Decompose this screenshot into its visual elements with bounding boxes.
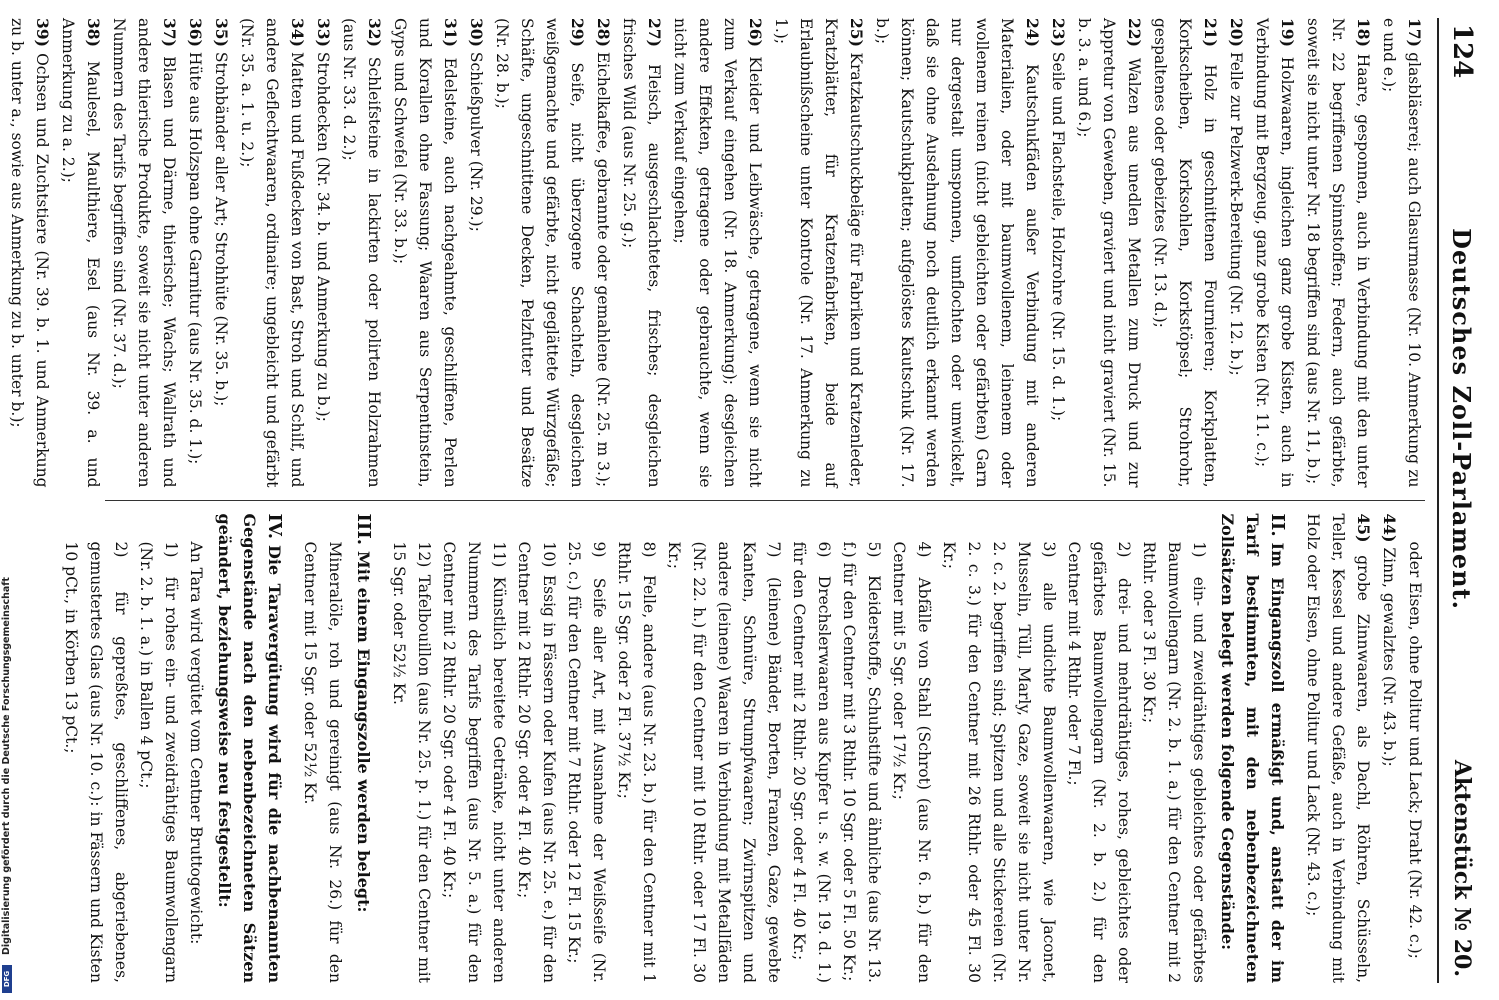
- item-number: 6): [815, 541, 833, 558]
- list-item: [1223, 18, 1249, 488]
- item-text: ein- und zweidrähtiges gebleichtes oder gefärbtes Baumwollengarn (Nr. 2. b. 1. a.) für den Centner mit 2 Rthlr. oder 3 Fl. 30 Kr.;: [1140, 541, 1208, 983]
- text-columns: [8, 18, 1427, 983]
- list-item: [208, 18, 234, 488]
- list-item: [1376, 18, 1427, 488]
- item-number: 4): [915, 541, 933, 558]
- item-number: 34): [288, 18, 307, 47]
- item-number: 8): [640, 541, 658, 558]
- item-number: 18): [1354, 18, 1373, 47]
- item-number: 22): [1125, 18, 1144, 47]
- page-title: Deutsches Zoll-Parlament.: [1447, 228, 1477, 610]
- item-number: 29): [568, 18, 587, 47]
- item-number: 1): [162, 541, 180, 558]
- item-text: Haare, gesponnen, auch in Verbindung mit den unter Nr. 22 begriffenen Spinnstoffen; Federn, auch gefärbte, soweit sie nicht unter Nr. 18 begriffen sind (aus Nr. 11, b.);: [1304, 18, 1372, 488]
- section-iii-heading: III.Mit einem Eingangszolle werden belegt:: [353, 513, 374, 913]
- item-number: 21): [1201, 18, 1220, 47]
- section-iv-items: [58, 514, 183, 984]
- rotated-page-content: [8, 18, 1485, 983]
- section-ii-items: [386, 514, 1211, 984]
- list-item: [590, 18, 616, 488]
- credit-text: Digitalisierung gefördert durch die Deutsche Forschungsgemeinschaft: [1, 577, 12, 955]
- list-item: [611, 514, 661, 984]
- item-number: 38): [84, 18, 103, 47]
- list-item: [55, 18, 106, 488]
- item-number: 2): [1115, 541, 1133, 558]
- item-number: 23): [1049, 18, 1068, 47]
- item-text: Holz in geschnittenen Fournieren; Korkplatten, Korkscheiben, Korksohlen, Korkstöpsel; Strohrohr, gespaltenes oder gebeiztes (Nr. 13. d.);: [1151, 18, 1219, 488]
- list-item: [1300, 18, 1376, 488]
- list-item: [768, 18, 869, 488]
- item-text: Abfälle von Stahl (Schrot) (aus Nr. 6. b.) für den Centner mit 5 Sgr. oder 17½ Kr.;: [890, 541, 933, 983]
- item-text: Kautschukfäden außer Verbindung mit anderen Materialien, oder mit baumwollenem, leinenem oder wollenem reinen (nicht gebleichten oder gefärbten) Garn nur dergestalt umsponnen, umflochten oder umwickelt, daß sie ohne Ausdehnung noch deutlich erkannt werden können; Kautschukplatten; aufgelöstes Kautschuk (Nr. 17. b.);: [873, 18, 1041, 488]
- item-text: grobe Zinnwaaren, als Dachl, Röhren, Schüsseln, Teller, Kessel und andere Gefäße, auch in Verbindung mit Holz oder Eisen, ohne Politur und Lack (Nr. 43. c.);: [1304, 513, 1372, 983]
- item-text: für rohes ein- und zweidrähtiges Baumwollengarn (Nr. 2. b. 1. a.) in Ballen 4 pCt.;: [137, 541, 180, 983]
- section-iv-intro: An Tara wird vergütet vom Centner Bruttogewicht:: [187, 541, 205, 945]
- item-number: 35): [212, 18, 231, 47]
- section-iv-heading: IV.Die Taravergütung wird für die nachbenannten Gegenstände nach den nebenbezeichneten Sätzen geändert, beziehungsweise neu festgestellt:: [215, 513, 285, 983]
- item-text: Felle, andere (aus Nr. 23. b.) für den Centner mit 1 Rthlr. 15 Sgr. oder 2 Fl. 37½ Kr.;: [615, 541, 658, 983]
- list-item: [786, 514, 836, 984]
- item-number: 17): [1405, 18, 1424, 47]
- item-text: Maulesel, Maulthiere, Esel (aus Nr. 39. a. und Anmerkung zu a. 2.);: [59, 18, 102, 488]
- item-number: 45): [1354, 513, 1373, 543]
- list-item: [886, 514, 936, 984]
- item-number: 19): [1278, 18, 1297, 47]
- item-number: 39): [33, 18, 52, 47]
- list-item: [387, 18, 463, 488]
- item-text: Eichelkaffee, gebrannte oder gemahlene (Nr. 25. m 3.);: [594, 51, 612, 488]
- item-number: 20): [1227, 18, 1246, 47]
- list-item: [133, 514, 183, 984]
- item-text: Hüte aus Holzspan ohne Garnitur (aus Nr. 35. d. 1.);: [186, 51, 204, 465]
- item-text: Walzen aus unedlen Metallen zum Druck und zur Appretur von Geweben, graviert und nicht graviert (Nr. 15. b. 3. a. und 6.);: [1075, 18, 1143, 488]
- item-text: Kleider und Leibwäsche, getragene, wenn sie nicht zum Verkauf eingehen (Nr. 18. Anmerkung); desgleichen andere Effekten, getragene oder gebrauchte, wenn sie nicht zum Verkauf eingehen;: [671, 18, 764, 488]
- list-item: [336, 18, 387, 488]
- page-header: [1437, 18, 1485, 983]
- item-text: Edelsteine, auch nachgeahmte, geschliffene, Perlen und Korallen ohne Fassung; Waaren aus Serpentinstein, Gyps und Schwefel (Nr. 33. b.);: [391, 18, 459, 488]
- item-text: Künstlich bereitete Getränke, nicht unter anderen Nummern des Tarifs begriffen (aus Nr. 5. a.) für den Centner mit 2 Rthlr. 20 Sgr. oder 4 Fl. 40 Kr.;: [440, 541, 508, 983]
- item-number: 7): [765, 541, 783, 558]
- list-item: [182, 18, 208, 488]
- list-item: [1136, 514, 1211, 984]
- item-number: 36): [186, 18, 205, 47]
- list-item: [511, 514, 561, 984]
- item-number: 11): [490, 541, 508, 568]
- item-number: 37): [160, 18, 179, 47]
- list-item: [561, 514, 611, 984]
- list-item: [463, 18, 489, 488]
- item-number: 24): [1023, 18, 1042, 47]
- item-text: Zinn, gewalztes (Nr. 43. b.);: [1380, 547, 1398, 767]
- list-item: [1147, 18, 1223, 488]
- item-number: 30): [467, 18, 486, 47]
- item-text: glasbläserei; auch Glasurmasse (Nr. 10. Anmerkung zu e und e.);: [1380, 18, 1423, 488]
- item-text: Schleifsteine in lackirten oder polirten Holzrahmen (aus Nr. 33. d. 2.);: [340, 18, 383, 488]
- list-item: [386, 514, 436, 984]
- list-item: [936, 514, 1061, 984]
- item-number: 1): [1190, 541, 1208, 558]
- right-column: [62, 513, 1427, 984]
- item-text: für gepreßtes, geschliffenes, abgeriebenes, gemustertes Glas (aus Nr. 10. c.): in Fässern und Kisten 10 pCt., in Körben 13 pCt.;: [62, 541, 130, 983]
- item-number: 27): [645, 18, 664, 47]
- section-iii-text: Mineralöle, roh und gereinigt (aus Nr. 26.) für den Centner mit 15 Sgr. oder 52½ Kr.: [301, 541, 344, 983]
- list-item: [310, 18, 336, 488]
- item-text: Strohbänder aller Art; Strohhüte (Nr. 35. b.);: [212, 51, 230, 407]
- list-item: [1300, 514, 1376, 984]
- item-text: Fleisch, ausgeschlachtetes, frisches; desgleichen frisches Wild (aus Nr. 25. g.);: [620, 18, 663, 488]
- list-item: [234, 18, 310, 488]
- item-text: Kratzkautschuckbeläge für Fabriken und Kratzenleder, Kratzblätter, für Kratzenfabriken, beide auf Erlaubnißscheine unter Kontrole (Nr. 17. Anmerkung zu 1.);: [772, 18, 865, 488]
- continuation-text: oder Eisen, ohne Politur und Lack; Draht (Nr. 42. c.);: [1406, 541, 1424, 959]
- item-number: 3): [1040, 541, 1058, 558]
- item-number: 44): [1380, 513, 1399, 543]
- item-text: (leinene) Bänder, Borten, Franzen, Gaze, gewebte Kanten, Schnüre, Strumpfwaaren; Zwirnspitzen und andere (leinene) Waaren in Verbindung mit Metallfäden (Nr. 22. h.) für den Centner mit 10 Rthlr. oder 17 Fl. 30 Kr.;: [665, 541, 783, 983]
- list-item: [869, 18, 1045, 488]
- item-number: 28): [594, 18, 613, 47]
- item-number: 33): [314, 18, 333, 47]
- left-column: [8, 18, 1427, 488]
- list-item: [489, 18, 590, 488]
- item-number: 10): [540, 541, 558, 568]
- page-number: 124: [1447, 24, 1477, 79]
- section-ii-heading: II.Im Eingangszoll ermäßigt und, anstatt der im Tarif bestimmten, mit den nebenbezeichneten Zollsätzen belegt werden folgende Gegenstände:: [1218, 513, 1288, 983]
- list-item: [661, 514, 786, 984]
- item-text: drei- und mehrdrähtiges, rohes, gebleichtes oder gefärbtes Baumwollengarn (Nr. 2. b. 2.) für den Centner mit 4 Rthlr. oder 7 Fl.;: [1065, 541, 1133, 983]
- lead-items: [1300, 514, 1402, 984]
- item-text: alle undichte Baumwollenwaaren, wie Jaconet, Musselin, Tüll, Marly, Gaze, soweit sie nicht unter Nr. 2. c. 2. begriffen sind; Spitzen und alle Stickereien (Nr. 2. c. 3.) für den Centner mit 26 Rthlr. oder 45 Fl. 30 Kr.;: [940, 541, 1058, 983]
- item-text: Felle zur Pelzwerk-Bereitung (Nr. 12. b.);: [1227, 51, 1245, 376]
- item-number: 32): [365, 18, 384, 47]
- item-text: Seife aller Art, mit Ausnahme der Weißseife (Nr. 25. c.) für den Centner mit 7 Rthlr. oder 12 Fl. 15 Kr.;: [565, 541, 608, 983]
- item-number: 5): [865, 541, 883, 558]
- list-item: [616, 18, 667, 488]
- list-item: [1045, 18, 1071, 488]
- item-number: [0, 18, 4, 47]
- item-text: Ochsen und Zuchtstiere (Nr. 39. b. 1. und Anmerkung zu b. unter a., sowie aus Anmerkung zu b. unter b.);: [8, 18, 51, 488]
- item-number: 12): [415, 541, 433, 568]
- list-item: [1071, 18, 1147, 488]
- list-item: [667, 18, 768, 488]
- item-text: Seife, nicht überzogene Schachteln, desgleichen weißgemachte und gefärbte, nicht geglättete Würzgefäße; Schäfte, ungeschnittene Decken, Pelzfutter und Besätze (Nr. 28. b.);: [493, 18, 586, 488]
- list-item: [1376, 514, 1402, 984]
- item-number: 9): [590, 541, 608, 558]
- list-item: [106, 18, 182, 488]
- item-number: 25): [847, 18, 866, 47]
- list-item: [1249, 18, 1300, 488]
- issue-label: Aktenstück № 20.: [1449, 759, 1475, 977]
- item-text: Drechslerwaaren aus Kupfer u. s. w. (Nr. 19. d. 1.) für den Centner mit 2 Rthlr. 20 Sgr. oder 4 Fl. 40 Kr.;: [790, 541, 833, 983]
- item-text: Strohdecken (Nr. 34. b. und Anmerkung zu b.);: [314, 51, 332, 422]
- list-item: [4, 18, 55, 488]
- item-text: Seile und Flachsteile, Holzrohre (Nr. 15. d. 1.);: [1049, 51, 1067, 422]
- item-text: Matten und Fußdecken von Bast, Stroh und Schilf, und andere Geflechtwaaren, ordinaire; ungebleicht und gefärbt (Nr. 35. a. 1. u. 2.);: [238, 18, 306, 488]
- item-number: 2): [112, 541, 130, 558]
- list-item: [836, 514, 886, 984]
- item-text: Tafelbouillon (aus Nr. 25. p. 1.) für den Centner mit 15 Sgr. oder 52½ Kr.: [390, 541, 433, 983]
- dfg-logo: DFG: [2, 965, 12, 993]
- item-number: 31): [441, 18, 460, 47]
- item-text: Schießpulver (Nr. 29.);: [467, 51, 485, 232]
- list-item: [58, 514, 133, 984]
- item-text: Blasen und Därme, thierische; Wachs; Wallrath und andere thierische Produkte, soweit sie nicht unter anderen Nummern des Tarifs begriffen sind (Nr. 37. d.);: [110, 18, 178, 488]
- list-item: [0, 18, 4, 488]
- item-text: Kleiderstoffe, Schuhstifte und ähnliche (aus Nr. 13. f.) für den Centner mit 3 Rthlr. 10 Sgr. oder 5 Fl. 50 Kr.;: [840, 541, 883, 983]
- list-item: [436, 514, 511, 984]
- item-number: 26): [746, 18, 765, 47]
- item-text: Holzwaaren, ingleichen ganz grobe Kisten, auch in Verbindung mit Bergzeug, ganz grobe Kisten (Nr. 11. c.);: [1253, 18, 1296, 488]
- list-item: [1061, 514, 1136, 984]
- item-text: Essig in Fässern oder Kufen (aus Nr. 25. e.) für den Centner mit 2 Rthlr. 20 Sgr. oder 4 Fl. 40 Kr.;: [515, 541, 558, 983]
